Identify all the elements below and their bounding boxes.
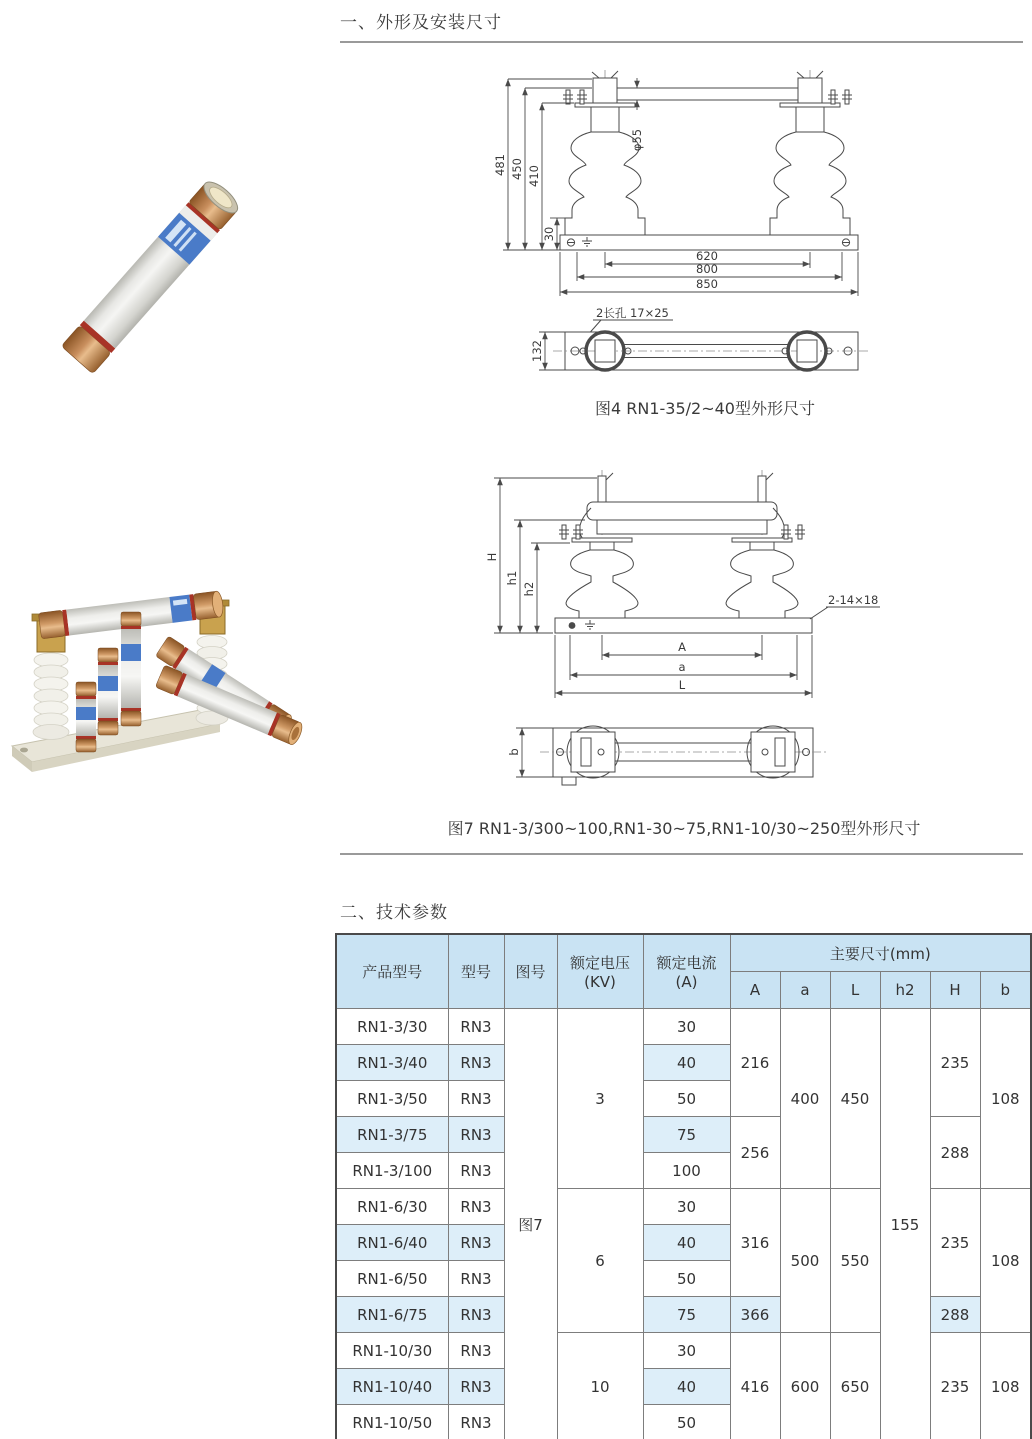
dim-30: 30 (542, 226, 556, 242)
dim-620: 620 (696, 249, 718, 263)
header-dim-b: b (980, 972, 1031, 1009)
cell-A: 366 (730, 1297, 780, 1333)
standing-fuse-medium (98, 648, 118, 735)
cell-product: RN1-3/75 (336, 1117, 448, 1153)
cell-type: RN3 (448, 1297, 504, 1333)
header-dim-A: A (730, 972, 780, 1009)
cell-type: RN3 (448, 1369, 504, 1405)
cell-H: 235 (930, 1333, 980, 1439)
cell-product: RN1-10/40 (336, 1369, 448, 1405)
cell-type: RN3 (448, 1405, 504, 1439)
cell-product: RN1-3/50 (336, 1081, 448, 1117)
cell-current: 40 (643, 1369, 730, 1405)
cell-current: 100 (643, 1153, 730, 1189)
figure7-drawing (460, 462, 910, 792)
cell-A: 316 (730, 1189, 780, 1297)
cell-product: RN1-3/100 (336, 1153, 448, 1189)
cell-H: 288 (930, 1297, 980, 1333)
cell-current: 75 (643, 1297, 730, 1333)
cell-current: 75 (643, 1117, 730, 1153)
dim-800: 800 (696, 262, 718, 276)
dim-132: 132 (530, 340, 544, 362)
header-dim-h2: h2 (880, 972, 930, 1009)
cell-L: 550 (830, 1189, 880, 1333)
dim-b: b (507, 748, 521, 756)
slot-label: 2长孔 17×25 (596, 306, 669, 320)
spec-table (335, 933, 1032, 1439)
cell-type: RN3 (448, 1081, 504, 1117)
header-figure: 图号 (504, 934, 557, 1009)
header-dim-L: L (830, 972, 880, 1009)
dim-h2: h2 (522, 581, 536, 597)
header-voltage-line2: (KV) (584, 973, 616, 991)
cell-product: RN1-10/50 (336, 1405, 448, 1439)
dim-450: 450 (510, 158, 524, 180)
cell-product: RN1-6/50 (336, 1261, 448, 1297)
header-current-line2: (A) (675, 973, 698, 991)
cell-current: 30 (643, 1009, 730, 1045)
cell-L: 650 (830, 1333, 880, 1439)
fuse-tube-illustration (61, 177, 242, 374)
cell-voltage: 10 (557, 1333, 643, 1439)
cell-product: RN1-3/30 (336, 1009, 448, 1045)
cell-b: 108 (980, 1189, 1031, 1333)
figure4-caption: 图4 RN1-35/2~40型外形尺寸 (594, 399, 815, 418)
dim-a: a (678, 660, 686, 674)
cell-type: RN3 (448, 1009, 504, 1045)
cell-type: RN3 (448, 1117, 504, 1153)
cell-type: RN3 (448, 1261, 504, 1297)
cell-current: 50 (643, 1261, 730, 1297)
cell-current: 30 (643, 1189, 730, 1225)
cell-a: 600 (780, 1333, 830, 1439)
section1-divider (340, 41, 1023, 43)
dim-L: L (678, 678, 686, 692)
cell-h2: 155 (880, 1009, 930, 1439)
cell-A: 416 (730, 1333, 780, 1439)
hole-label: 2-14×18 (828, 593, 879, 607)
dim-410: 410 (527, 165, 541, 187)
cell-product: RN1-6/30 (336, 1189, 448, 1225)
header-product: 产品型号 (336, 934, 448, 1009)
cell-H: 235 (930, 1009, 980, 1117)
cell-voltage: 6 (557, 1189, 643, 1333)
cell-type: RN3 (448, 1225, 504, 1261)
dim-h1: h1 (505, 570, 519, 586)
section1-title: 一、外形及安装尺寸 (340, 13, 502, 33)
cell-voltage: 3 (557, 1009, 643, 1189)
dim-H: H (485, 552, 499, 562)
cell-type: RN3 (448, 1153, 504, 1189)
product-photo-fuse-group (10, 560, 340, 805)
table-row (336, 1009, 1031, 1045)
header-current (643, 934, 730, 1009)
cell-L: 450 (830, 1009, 880, 1189)
cell-A: 216 (730, 1009, 780, 1117)
cell-H: 288 (930, 1117, 980, 1189)
dim-850: 850 (696, 277, 718, 291)
dim-phi55: φ55 (630, 128, 644, 152)
cell-current: 50 (643, 1405, 730, 1439)
cell-b: 108 (980, 1009, 1031, 1189)
cell-current: 40 (643, 1045, 730, 1081)
cell-a: 400 (780, 1009, 830, 1189)
cell-product: RN1-3/40 (336, 1045, 448, 1081)
cell-a: 500 (780, 1189, 830, 1333)
header-current-line1: 额定电流 (656, 954, 717, 972)
figure7-caption: 图7 RN1-3/300~100,RN1-30~75,RN1-10/30~250型外形尺寸 (447, 819, 921, 838)
cell-A: 256 (730, 1117, 780, 1189)
spec-table-container (335, 933, 1032, 1439)
figure4-drawing (465, 68, 895, 386)
dim-481: 481 (493, 154, 507, 176)
header-main-dims: 主要尺寸(mm) (730, 934, 1031, 972)
cell-product: RN1-6/40 (336, 1225, 448, 1261)
header-dim-a: a (780, 972, 830, 1009)
header-type: 型号 (448, 934, 504, 1009)
cell-type: RN3 (448, 1189, 504, 1225)
standing-fuse-tall (121, 612, 141, 726)
header-voltage-line1: 额定电压 (569, 954, 630, 972)
header-dim-H: H (930, 972, 980, 1009)
section2-divider (340, 853, 1023, 855)
cell-product: RN1-6/75 (336, 1297, 448, 1333)
cell-product: RN1-10/30 (336, 1333, 448, 1369)
cell-current: 50 (643, 1081, 730, 1117)
cell-figure: 图7 (504, 1009, 557, 1439)
product-photo-single-fuse (55, 158, 325, 408)
cell-type: RN3 (448, 1333, 504, 1369)
cell-H: 235 (930, 1189, 980, 1297)
cell-type: RN3 (448, 1045, 504, 1081)
section2-title: 二、技术参数 (340, 903, 448, 923)
standing-fuse-small (76, 682, 96, 752)
cell-current: 30 (643, 1333, 730, 1369)
dim-A: A (678, 640, 686, 654)
cell-current: 40 (643, 1225, 730, 1261)
cell-b: 108 (980, 1333, 1031, 1439)
header-voltage (557, 934, 643, 1009)
